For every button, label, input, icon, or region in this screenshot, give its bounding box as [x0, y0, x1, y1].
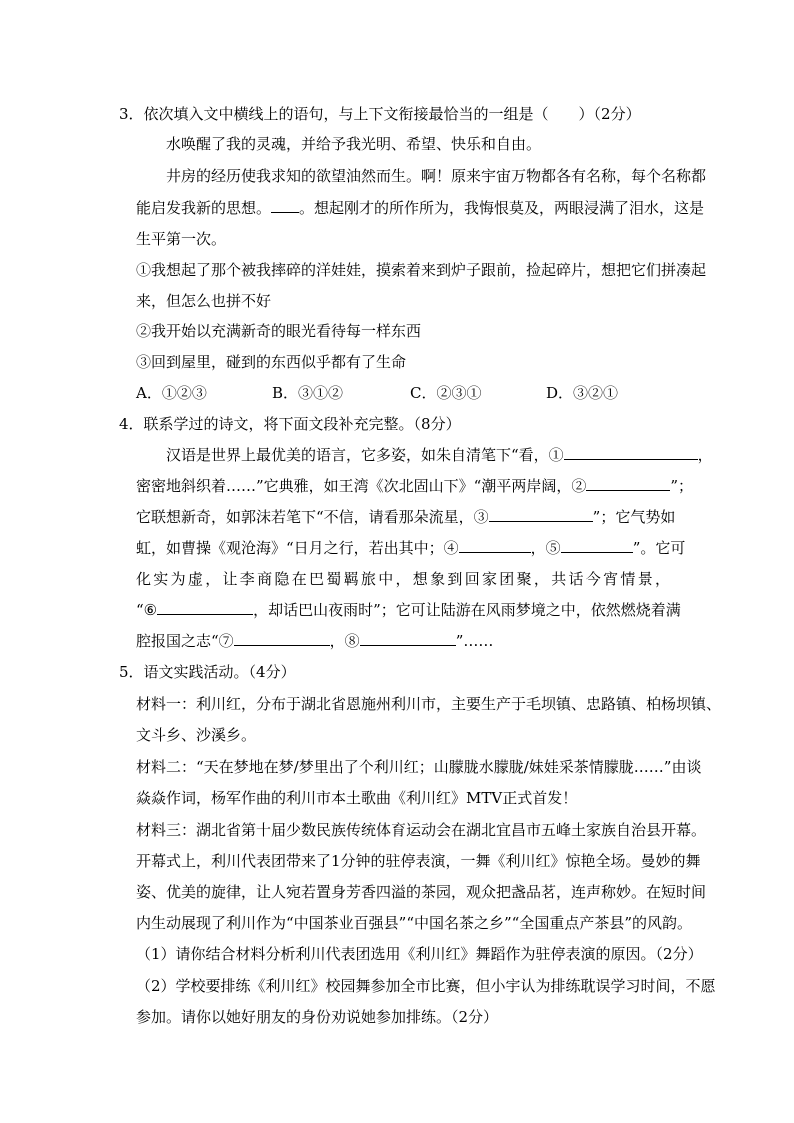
- q3-text-before-blank: 能启发我新的思想。: [136, 199, 272, 217]
- q4-line-1-end: ，: [697, 446, 713, 464]
- q4-blank-2[interactable]: [586, 476, 670, 491]
- q3-text-after-blank: 。想起刚才的所作所为，我悔恨莫及，两眼浸满了泪水，这是: [299, 199, 705, 217]
- q4-line-3-end: ”；它气势如: [592, 508, 676, 526]
- q3-choice-d[interactable]: D．③②①: [546, 384, 619, 402]
- q4-blank-8[interactable]: [360, 631, 456, 646]
- q5-stem: 5．语文实践活动。（4分）: [119, 663, 296, 681]
- q4-blank-1[interactable]: [564, 445, 698, 460]
- q3-choice-a[interactable]: A．①②③: [136, 384, 207, 402]
- q4-line-1-text: 汉语是世界上最优美的语言，它多姿，如朱自清笔下“看，①: [166, 446, 564, 464]
- q5-material-3-line-4: 内生动展现了利川作为“中国茶业百强县”“中国名茶之乡”“全国重点产茶县”的风韵。: [136, 914, 693, 932]
- q4-line-1: [166, 445, 713, 465]
- q5-material-1-line-1: 材料一：利川红，分布于湖北省恩施州利川市，主要生产于毛坝镇、忠路镇、柏杨坝镇、: [136, 695, 722, 713]
- q4-line-5: 化实为虚，让李商隐在巴蜀羁旅中，想象到回家团聚，共话今宵情景，: [136, 570, 670, 588]
- q5-material-3-line-1: 材料三：湖北省第十届少数民族传统体育运动会在湖北宜昌市五峰土家族自治县开幕。: [136, 821, 707, 839]
- q4-line-4-text: 虹，如曹操《观沧海》“日月之行，若出其中；④: [136, 539, 459, 557]
- q3-option-1-line-2: 来，但怎么也拼不好: [136, 292, 272, 310]
- q4-line-7-end: ”……: [455, 632, 494, 650]
- q4-line-4-end: ”。它可: [632, 539, 686, 557]
- q4-line-6: [136, 600, 681, 620]
- q5-material-2-line-1: 材料二：“天在梦地在梦/梦里出了个利川红；山朦胧水朦胧/妹娃采茶情朦胧……”由谈: [136, 758, 702, 776]
- q4-line-3-text: 它联想新奇，如郭沫若笔下“不信，请看那朵流星，③: [136, 508, 489, 526]
- q5-sub-question-1: （1）请你结合材料分析利川代表团选用《利川红》舞蹈作为驻停表演的原因。（2分）: [136, 945, 703, 963]
- q5-material-2-line-2: 焱焱作词，杨军作曲的利川市本土歌曲《利川红》MTV正式首发！: [136, 789, 578, 807]
- q5-sub-question-2-line-2: 参加。请你以她好朋友的身份劝说她参加排练。（2分）: [136, 1008, 499, 1026]
- q4-line-2-text: 密密地斜织着……”它典雅，如王湾《次北固山下》“潮平两岸阔，②: [136, 477, 587, 495]
- q5-material-3-line-2: 开幕式上，利川代表团带来了1分钟的驻停表演，一舞《利川红》惊艳全场。曼妙的舞: [136, 852, 701, 870]
- q3-choice-b[interactable]: B．③①②: [272, 384, 344, 402]
- q3-blank[interactable]: [271, 198, 299, 213]
- q4-blank-3[interactable]: [489, 507, 593, 522]
- q4-line-7: [136, 631, 493, 651]
- q4-line-2-end: ”；: [670, 477, 694, 495]
- q3-option-3: ③回到屋里，碰到的东西似乎都有了生命: [136, 353, 407, 371]
- q4-line-4: [136, 538, 685, 558]
- q4-line-4-mid: ，⑤: [530, 539, 561, 557]
- q4-blank-6[interactable]: [157, 600, 253, 615]
- q3-stem: 3．依次填入文中横线上的语句，与上下文衔接最恰当的一组是（ ）（2分）: [119, 105, 641, 123]
- q3-option-1-line-1: ①我想起了那个被我摔碎的洋娃娃，摸索着来到炉子跟前，捡起碎片，想把它们拼凑起: [136, 261, 707, 279]
- q4-blank-4[interactable]: [459, 538, 531, 553]
- q3-choice-c[interactable]: C．②③①: [410, 384, 482, 402]
- q4-line-6-start: “⑥: [136, 601, 158, 619]
- q4-line-7-mid: ，⑧: [329, 632, 360, 650]
- q4-line-2: [136, 476, 693, 496]
- q5-sub-question-2-line-1: （2）学校要排练《利川红》校园舞参加全市比赛，但小宇认为排练耽误学习时间，不愿: [136, 977, 716, 995]
- q4-line-3: [136, 507, 675, 527]
- q3-option-2: ②我开始以充满新奇的眼光看待每一样东西: [136, 322, 422, 340]
- q4-blank-7[interactable]: [234, 631, 330, 646]
- q3-paragraph-2-line-2: [136, 198, 704, 218]
- q4-stem: 4．联系学过的诗文，将下面文段补充完整。（8分）: [119, 415, 461, 433]
- q4-line-7-text: 腔报国之志“⑦: [136, 632, 234, 650]
- q4-blank-5[interactable]: [561, 538, 633, 553]
- q4-line-6-text: ，却话巴山夜雨时”；它可让陆游在风雨梦境之中，依然燃烧着满: [253, 601, 681, 619]
- q3-paragraph-1: 水唤醒了我的灵魂，并给予我光明、希望、快乐和自由。: [166, 135, 542, 153]
- q3-paragraph-2-line-1: 井房的经历使我求知的欲望油然而生。啊！原来宇宙万物都各有名称，每个名称都: [166, 167, 707, 185]
- q3-paragraph-2-line-3: 生平第一次。: [136, 230, 227, 248]
- q5-material-1-line-2: 文斗乡、沙溪乡。: [136, 726, 257, 744]
- q5-material-3-line-3: 姿、优美的旋律，让人宛若置身芳香四溢的茶园，观众把盏品茗，连声称妙。在短时间: [136, 883, 707, 901]
